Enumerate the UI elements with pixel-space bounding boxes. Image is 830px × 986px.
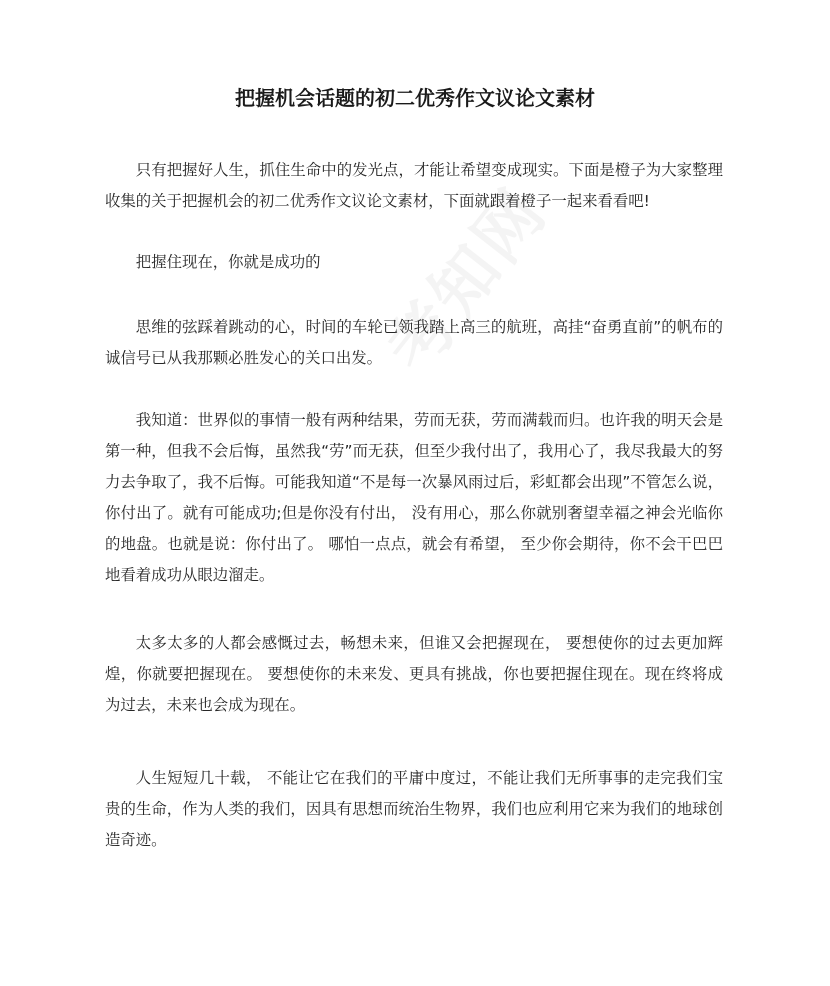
document-title: 把握机会话题的初二优秀作文议论文素材 bbox=[235, 86, 595, 110]
intro-paragraph: 只有把握好人生，抓住生命中的发光点，才能让希望变成现实。下面是橙子为大家整理收集的关于把握机会的初二优秀作文议论文素材，下面就跟着橙子一起来看看吧! bbox=[105, 161, 723, 210]
body-paragraph: 太多太多的人都会感慨过去，畅想未来，但谁又会把握现在， 要想使你的过去更加辉煌，你就要把握现在。 要想使你的未来发、更具有挑战，你也要把握住现在。现在终将成为过去，未来也会成为现在。 bbox=[105, 634, 723, 714]
body-paragraph: 我知道：世界似的事情一般有两种结果，劳而无获，劳而满载而归。也许我的明天会是第一种，但我不会后悔，虽然我“劳”而无获，但至少我付出了，我用心了，我尽我最大的努力去争取了，我不后悔。可能我知道“不是每一次暴风雨过后，彩虹都会出现”不管怎么说，你付出了。就有可能成功;但是你没有付出， 没有用心，那么你就别奢望幸福之神会光临你的地盘。也就是说：你付出了。 哪怕一点点，就会有希望， 至少你会期待，你不会干巴巴地看着成功从眼边溜走。 bbox=[105, 411, 723, 584]
body-paragraph: 人生短短几十载， 不能让它在我们的平庸中度过，不能让我们无所事事的走完我们宝贵的生命，作为人类的我们，因具有思想而统治生物界，我们也应利用它来为我们的地球创造奇迹。 bbox=[105, 769, 723, 849]
body-paragraph: 思维的弦踩着跳动的心，时间的车轮已领我踏上高三的航班，高挂“奋勇直前”的帆布的诚信号已从我那颗必胜发心的关口出发。 bbox=[105, 318, 723, 367]
essay-heading: 把握住现在，你就是成功的 bbox=[135, 253, 321, 271]
